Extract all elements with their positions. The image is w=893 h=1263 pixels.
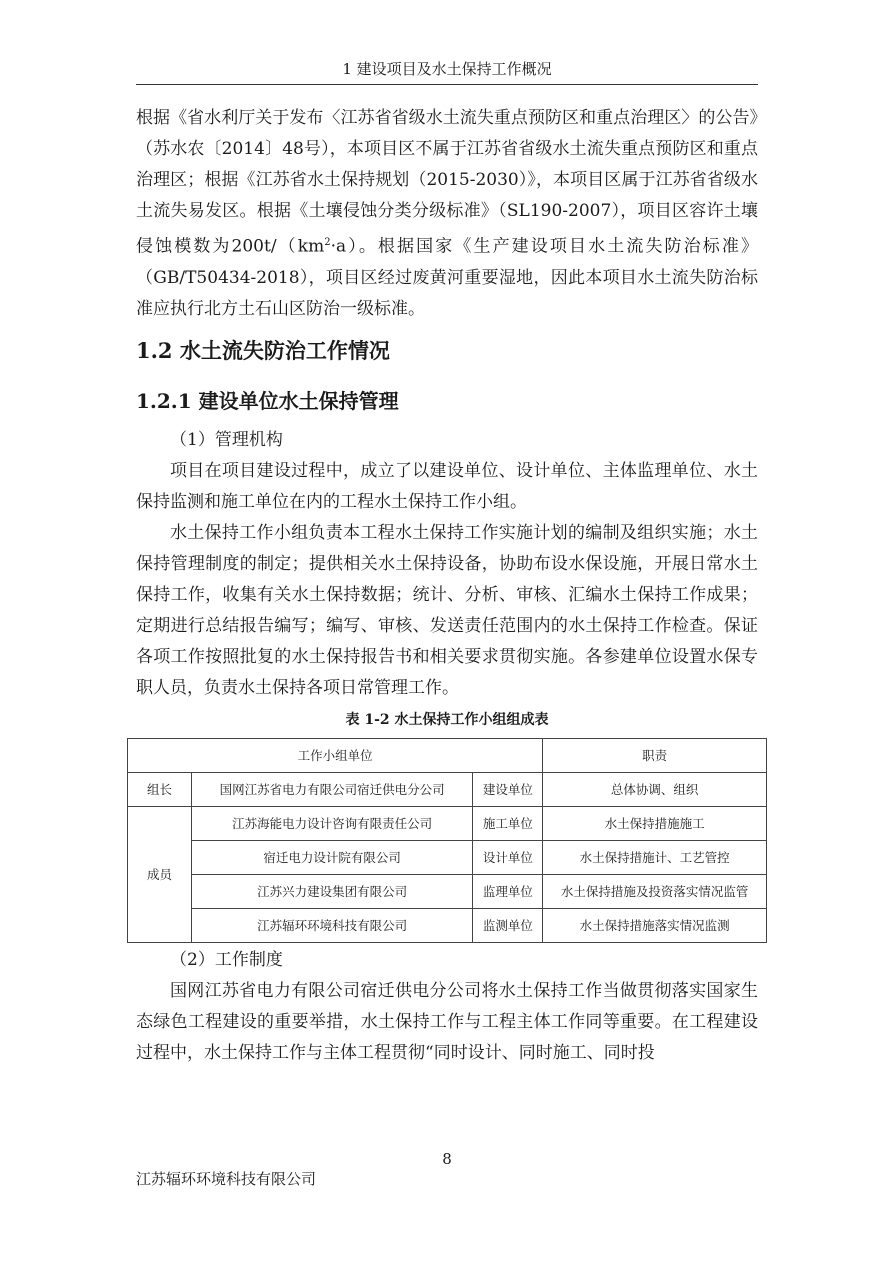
page-header: 1 建设项目及水土保持工作概况 [342, 60, 552, 78]
leader-company: 国网江苏省电力有限公司宿迁供电分公司 [191, 772, 473, 806]
sub-heading-management: （1）管理机构 [170, 429, 283, 450]
page-number: 8 [442, 1150, 452, 1168]
member-label: 成员 [128, 806, 192, 942]
member-type: 施工单位 [473, 806, 543, 840]
intro-superscript: 2 [324, 237, 331, 248]
sub-heading-system: （2）工作制度 [170, 949, 283, 970]
member-duty: 水土保持措施落实情况监测 [543, 908, 767, 942]
header-unit: 工作小组单位 [128, 738, 543, 772]
group-table [127, 738, 767, 943]
table-row [128, 840, 767, 874]
header-duty: 职责 [543, 738, 767, 772]
member-type: 监理单位 [473, 874, 543, 908]
paragraph-organization: 项目在项目建设过程中，成立了以建设单位、设计单位、主体监理单位、水土保持监测和施工单位在内的工程水土保持工作小组。 [136, 460, 758, 512]
member-company: 江苏兴力建设集团有限公司 [191, 874, 473, 908]
header-divider [136, 84, 758, 85]
member-company: 宿迁电力设计院有限公司 [191, 840, 473, 874]
leader-duty: 总体协调、组织 [543, 772, 767, 806]
table-row [128, 874, 767, 908]
subsection-heading: 1.2.1 建设单位水土保持管理 [136, 388, 399, 413]
member-duty: 水土保持措施计、工艺管控 [543, 840, 767, 874]
member-company: 江苏海能电力设计咨询有限责任公司 [191, 806, 473, 840]
intro-paragraph [136, 103, 758, 325]
paragraph-system: 国网江苏省电力有限公司宿迁供电分公司将水土保持工作当做贯彻落实国家生态绿色工程建设的重要举措，水土保持工作与工程主体工作同等重要。在工程建设过程中，水土保持工作与主体工程贯彻“同时设计、同时施工、同时投 [136, 980, 758, 1063]
paragraph-responsibilities: 水土保持工作小组负责本工程水土保持工作实施计划的编制及组织实施；水土保持管理制度的制定；提供相关水土保持设备，协助布设水保设施，开展日常水土保持工作，收集有关水土保持数据；统计、分析、审核、汇编水土保持工作成果；定期进行总结报告编写；编写、审核、发送责任范围内的水土保持工作检查。保证各项工作按照批复的水土保持报告书和相关要求贯彻实施。各参建单位设置水保专职人员，负责水土保持各项日常管理工作。 [136, 522, 758, 698]
member-company: 江苏辐环环境科技有限公司 [191, 908, 473, 942]
member-type: 设计单位 [473, 840, 543, 874]
member-type: 监测单位 [473, 908, 543, 942]
footer-company: 江苏辐环环境科技有限公司 [136, 1170, 317, 1188]
leader-label: 组长 [128, 772, 192, 806]
section-heading: 1.2 水土流失防治工作情况 [136, 337, 390, 363]
table-row [128, 806, 767, 840]
member-duty: 水土保持措施施工 [543, 806, 767, 840]
table-header-row [128, 738, 767, 772]
table-caption: 表 1-2 水土保持工作小组组成表 [345, 711, 549, 728]
table-row [128, 908, 767, 942]
page-content [136, 103, 758, 1069]
member-duty: 水土保持措施及投资落实情况监管 [543, 874, 767, 908]
intro-text-b: ·a）。根据国家《生产建设项目水土流失防治标准》（GB/T50434-2018），项目区经过废黄河重要湿地，因此本项目水土流失防治标准应执行北方土石山区防治一级标准。 [136, 236, 758, 319]
table-row [128, 772, 767, 806]
leader-type: 建设单位 [473, 772, 543, 806]
intro-text-a: 根据《省水利厅关于发布〈江苏省省级水土流失重点预防区和重点治理区〉的公告》（苏水农〔2014〕48号），本项目区不属于江苏省省级水土流失重点预防区和重点治理区；根据《江苏省水土保持规划（2015-2030）》，本项目区属于江苏省省级水土流失易发区。根据《土壤侵蚀分类分级标准》（SL190-2007），项目区容许土壤侵蚀模数为200t/（km [136, 108, 758, 257]
